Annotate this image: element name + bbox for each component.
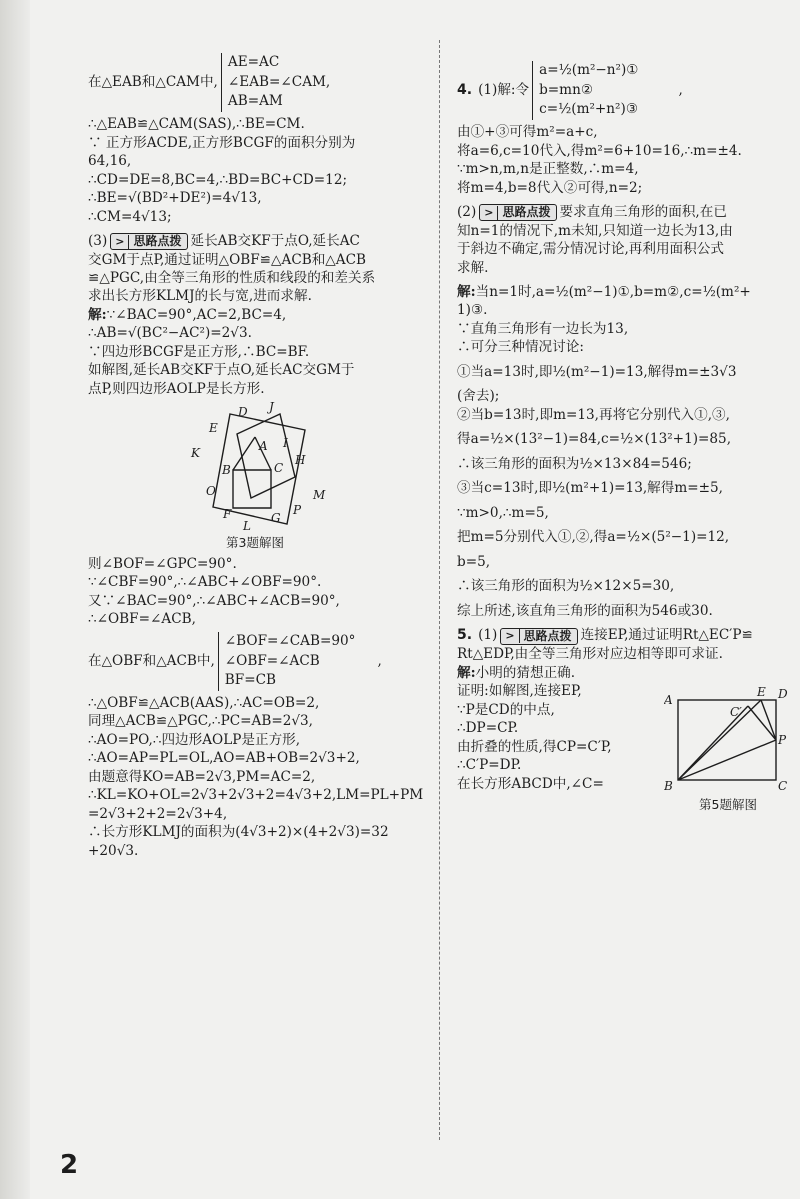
text-line: 在△OBF和△ACB中, [88,653,215,670]
text-line: ∴可分三种情况讨论: [457,339,584,356]
figure-3-diagram [175,402,335,532]
text-line: ∴KL=KO+OL=2√3+2√3+2=4√3+2,LM=PL+PM [88,787,424,804]
brace-system [532,61,638,120]
text-line: ∴AO=PO,∴四边形AOLP是正方形, [88,731,301,748]
hint-tag-label: 思路点拨 [502,205,551,220]
system-row: ∠EAB=∠CAM, [227,73,331,90]
text-line: ∴BE=√(BD²+DE²)=4√13, [88,190,262,207]
text-line: ≌△PGC,由全等三角形的性质和线段的和差关系 [88,269,376,286]
figure-5-diagram [664,686,792,794]
solution-label: 解: [88,306,107,323]
figure-label: C′ [730,705,742,720]
text-line: 得a=½×(13²−1)=84,c=½×(13²+1)=85, [457,431,732,448]
text-line: ①当a=13时,即½(m²−1)=13,解得m=±3√3 [457,363,737,380]
figure-3 [88,402,422,550]
figure-label: E [209,421,218,436]
system-row: ∠BOF=∠CAB=90° [224,632,356,649]
text-line: =2√3+2+2=2√3+4, [88,805,228,822]
text-line: 把m=5分别代入①,②,得a=½×(5²−1)=12, [457,529,730,546]
figure-label: B [664,779,673,794]
left-column [88,50,422,860]
rectangle-abcd [678,700,776,780]
text-line: ∵∠BAC=90°,AC=2,BC=4, [106,306,287,323]
text-line: 综上所述,该直角三角形的面积为546或30. [457,602,713,619]
page-binding-edge [0,0,30,1199]
system-row: a=½(m²−n²)① [539,62,639,78]
text-line: ∴△EAB≌△CAM(SAS),∴BE=CM. [88,116,305,133]
figure-label: E [757,686,766,700]
text-line: ∵∠CBF=90°,∴∠ABC+∠OBF=90°. [88,574,322,591]
arrow-icon: > [480,206,498,220]
text-line: ∵ 正方形ACDE,正方形BCGF的面积分别为 [88,134,356,151]
text-line: (1)解:令 [478,82,530,99]
figure-label: D [238,405,248,420]
figure-5-caption: 第5题解图 [699,797,757,813]
text-line: 由折叠的性质,得CP=C′P, [457,738,612,755]
text-line: 同理△ACB≌△PGC,∴PC=AB=2√3, [88,713,314,730]
text-line: 小明的猜想正确. [475,664,576,681]
text-line: 将a=6,c=10代入,得m²=6+10=16,∴m=±4. [457,142,742,159]
text-line: 证明:如解图,连接EP, [457,683,582,700]
text-line: Rt△EDP,由全等三角形对应边相等即可求证. [457,646,723,663]
text-line: 延长AB交KF于点O,延长AC [190,233,360,250]
hint-line [88,232,422,250]
square-bcgf [233,470,271,508]
figure-label: G [271,511,281,526]
system-row: b=mn② [539,81,594,98]
text-line: 知n=1的情况下,m未知,只知道一边长为13,由 [457,222,733,239]
figure-label: A [664,693,673,708]
figure-3-caption: 第3题解图 [226,534,284,550]
system-row: BF=CB [224,672,276,689]
figure-label: I [283,436,288,451]
text-line: ∵m>n,m,n是正整数,∴m=4, [457,161,639,178]
text-line: ∵直角三角形有一边长为13, [457,320,629,337]
text-line: , [377,653,382,670]
question-number: 5. [457,627,473,644]
text-line: (舍去); [457,388,500,405]
text-line: 则∠BOF=∠GPC=90°. [88,555,237,572]
text-line: 1)③. [457,302,488,319]
figure-label: A [259,439,268,454]
system-row: ∠OBF=∠ACB [224,652,320,669]
solution-label: 解: [457,283,476,300]
figure-label: C [778,779,788,794]
text-line: 当n=1时,a=½(m²−1)①,b=m②,c=½(m²+ [475,283,751,300]
solution-line [457,664,792,682]
text-line: ∴该三角形的面积为½×13×84=546; [457,455,692,472]
text-line: 点P,则四边形AOLP是长方形. [88,380,265,397]
figure-label: P [778,733,787,748]
part-number: (3) [88,233,108,250]
text-line: 又∵∠BAC=90°,∴∠ABC+∠ACB=90°, [88,592,340,609]
solution-line [457,283,792,301]
hint-tag [479,204,556,221]
equation-system-2 [88,632,422,691]
hint-line [457,203,792,221]
text-line: ∴C′P=DP. [457,757,522,774]
text-line: ∴△OBF≌△ACB(AAS),∴AC=OB=2, [88,694,320,711]
text-line: 由题意得KO=AB=2√3,PM=AC=2, [88,768,316,785]
text-line: , [678,82,683,99]
right-column [457,58,792,813]
text-line: 交GM于点P,通过证明△OBF≌△ACB和△ACB [88,251,366,268]
system-row: AB=AM [227,93,283,110]
equation-system-1 [88,53,422,112]
text-line: ∴DP=CP. [457,720,519,737]
figure-label: B [222,463,231,478]
text-line: 连接EP,通过证明Rt△EC′P≌ [580,627,753,644]
text-line: 在△EAB和△CAM中, [88,74,218,91]
page-number: 2 [60,1150,79,1180]
text-line: ∴CD=DE=8,BC=4,∴BD=BC+CD=12; [88,171,348,188]
text-line: ∴长方形KLMJ的面积为(4√3+2)×(4+2√3)=32 [88,824,389,841]
hint-tag [500,628,577,645]
figure-label: O [206,484,216,499]
hint-tag [110,233,187,250]
figure-label: F [223,507,232,522]
text-line: 在长方形ABCD中,∠C= [457,775,604,792]
solution-line [88,306,422,324]
text-line: ∵四边形BCGF是正方形,∴BC=BF. [88,343,310,360]
figure-label: J [269,402,274,415]
text-line: 于斜边不确定,需分情况讨论,再利用面积公式 [457,241,724,258]
figure-label: C [274,461,284,476]
text-line: 如解图,延长AB交KF于点O,延长AC交GM于 [88,362,355,379]
hint-tag-label: 思路点拨 [133,234,182,249]
arrow-icon: > [111,235,129,249]
figure-label: D [778,687,788,702]
text-line: ∴AO=AP=PL=OL,AO=AB+OB=2√3+2, [88,750,360,767]
system-row: AE=AC [227,54,280,70]
hint-tag-label: 思路点拨 [523,628,572,643]
text-line: 由①+③可得m²=a+c, [457,124,598,141]
figure-5 [664,686,792,813]
figure-label: L [243,519,251,533]
brace-system [221,53,330,112]
system-row: c=½(m²+n²)③ [539,101,639,118]
brace-system [218,632,356,691]
arrow-icon: > [501,629,519,643]
figure-label: H [295,453,306,468]
text-line: ∵P是CD的中点, [457,701,555,718]
figure-label: K [191,446,200,461]
text-line: 求解. [457,259,489,276]
text-line: 64,16, [88,153,132,170]
text-line: +20√3. [88,842,139,859]
text-line: 求出长方形KLMJ的长与宽,进而求解. [88,288,312,305]
text-line: ∴∠OBF=∠ACB, [88,611,196,628]
text-line: ∴该三角形的面积为½×12×5=30, [457,578,675,595]
text-line: 要求直角三角形的面积,在已 [559,204,727,221]
figure-label: P [293,503,302,518]
text-line: ③当c=13时,即½(m²+1)=13,解得m=±5, [457,480,723,497]
text-line: b=5, [457,553,491,570]
hint-line [457,626,792,645]
text-line: 将m=4,b=8代入②可得,n=2; [457,179,643,196]
column-divider [439,40,440,1140]
question-4-system [457,61,792,120]
text-line: ∵m>0,∴m=5, [457,504,549,521]
text-line: ②当b=13时,即m=13,再将它分别代入①,③, [457,406,730,423]
part-number: (2) [457,204,477,221]
question-number: 4. [457,82,473,99]
text-line: ∴CM=4√13; [88,208,172,225]
solution-label: 解: [457,664,476,681]
part-number: (1) [478,627,498,644]
figure-label: M [313,488,326,503]
text-line: ∴AB=√(BC²−AC²)=2√3. [88,325,252,342]
